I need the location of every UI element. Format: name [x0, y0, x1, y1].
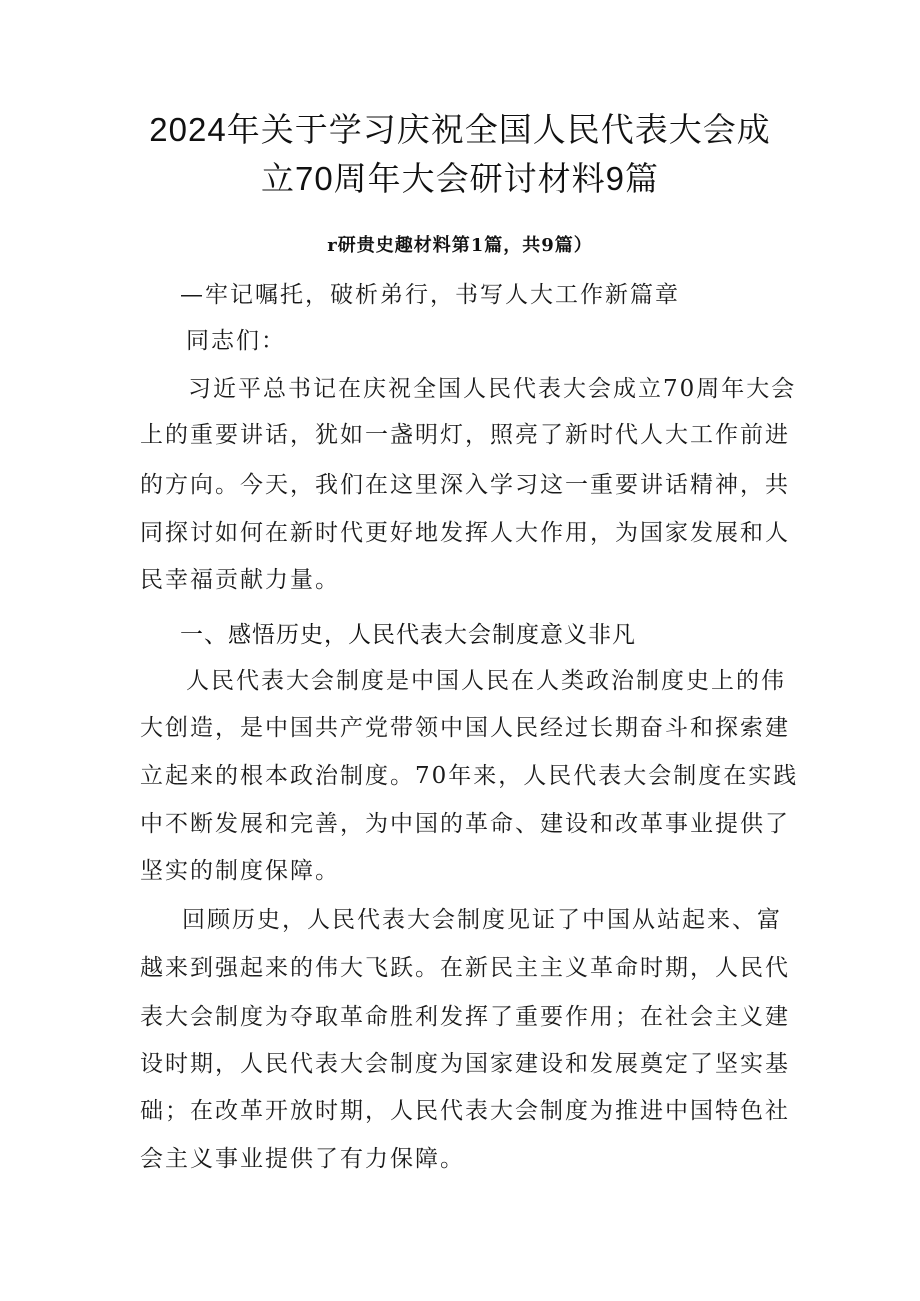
para3-line-3: 表大会制度为夺取革命胜利发挥了重要作用；在社会主义建 [140, 1004, 790, 1030]
para3-line-2: 越来到强起来的伟大飞跃。在新民主主义革命时期，人民代 [140, 955, 790, 981]
para3-line-1: 回顾历史，人民代表大会制度见证了中国从站起来、富 [182, 907, 782, 933]
salutation: 同志们： [186, 328, 286, 354]
para2-line-2: 大创造，是中国共产党带领中国人民经过长期奋斗和探索建 [140, 715, 790, 741]
tagline: —牢记嘱托，破析弟行，书写人大工作新篇章 [180, 282, 680, 308]
document-title-line-2: 立70周年大会研讨材料9篇 [260, 160, 660, 197]
para2-line-5: 坚实的制度保障。 [140, 858, 340, 884]
para1-line-2: 上的重要讲话，犹如一盏明灯，照亮了新时代人大工作前进 [140, 422, 790, 448]
document-subtitle: r研贵史趣材料第1篇，共9篇） [327, 235, 593, 256]
para3-line-4: 设时期，人民代表大会制度为国家建设和发展奠定了坚实基 [140, 1051, 790, 1077]
para1-line-1: 习近平总书记在庆祝全国人民代表大会成立70周年大会 [188, 376, 797, 402]
para3-line-6: 会主义事业提供了有力保障。 [140, 1146, 465, 1172]
para1-line-4: 同探讨如何在新时代更好地发挥人大作用，为国家发展和人 [140, 520, 790, 546]
para2-line-3: 立起来的根本政治制度。70年来，人民代表大会制度在实践 [140, 763, 799, 789]
para1-line-5: 民幸福贡献力量。 [140, 567, 340, 593]
para2-line-4: 中不断发展和完善，为中国的革命、建设和改革事业提供了 [140, 811, 790, 837]
document-title-line-1: 2024年关于学习庆祝全国人民代表大会成 [149, 111, 771, 148]
para3-line-5: 础；在改革开放时期，人民代表大会制度为推进中国特色社 [140, 1098, 790, 1124]
section-heading-1: 一、感悟历史，人民代表大会制度意义非凡 [180, 621, 636, 647]
para1-line-3: 的方向。今天，我们在这里深入学习这一重要讲话精神，共 [140, 472, 790, 498]
para2-line-1: 人民代表大会制度是中国人民在人类政治制度史上的伟 [186, 668, 786, 694]
